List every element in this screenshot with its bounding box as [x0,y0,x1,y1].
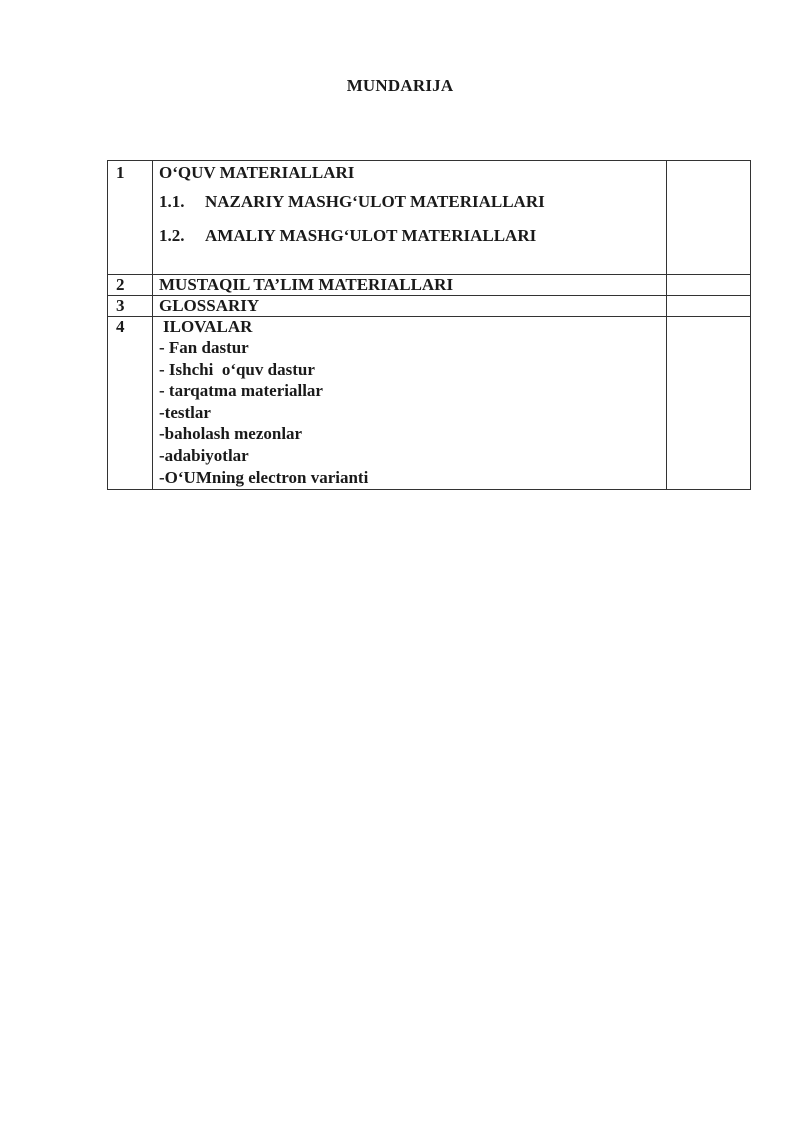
page-number-cell [667,296,751,317]
row-number: 3 [108,296,153,317]
list-item: - tarqatma materiallar [159,381,323,401]
subsection-number: 1.2. [159,226,185,245]
table-row [108,296,751,317]
list-item: - Fan dastur [159,338,249,357]
table-row [108,161,751,275]
row-number: 4 [108,317,153,490]
page-number-cell [667,317,751,490]
table-row [108,317,751,490]
subsection-item [159,226,660,246]
section-heading: GLOSSARIY [153,296,667,317]
section-heading: O‘QUV MATERIALLARI [159,163,355,182]
subsection-number: 1.1. [159,192,185,211]
list-item: -O‘UMning electron varianti [159,467,369,487]
contents-table [107,160,751,490]
row-number: 2 [108,275,153,296]
list-item: -testlar [159,402,211,422]
page-number-cell [667,275,751,296]
page-title: MUNDARIJA [346,76,454,95]
list-item: -baholash mezonlar [159,424,303,444]
page-number-cell [667,161,751,275]
subsection-item [159,192,660,212]
row-number: 1 [108,161,153,275]
section-heading: MUSTAQIL TA’LIM MATERIALLARI [153,275,667,296]
subsection-title: AMALIY MASHG‘ULOT MATERIALLARI [205,226,537,245]
list-item: -adabiyotlar [159,445,249,465]
row-content [153,161,667,275]
subsection-title: NAZARIY MASHG‘ULOT MATERIALLARI [205,192,545,211]
list-item: - Ishchi o‘quv dastur [159,359,315,379]
table-row [108,275,751,296]
row-content [153,317,667,490]
section-heading: ILOVALAR [163,317,253,336]
